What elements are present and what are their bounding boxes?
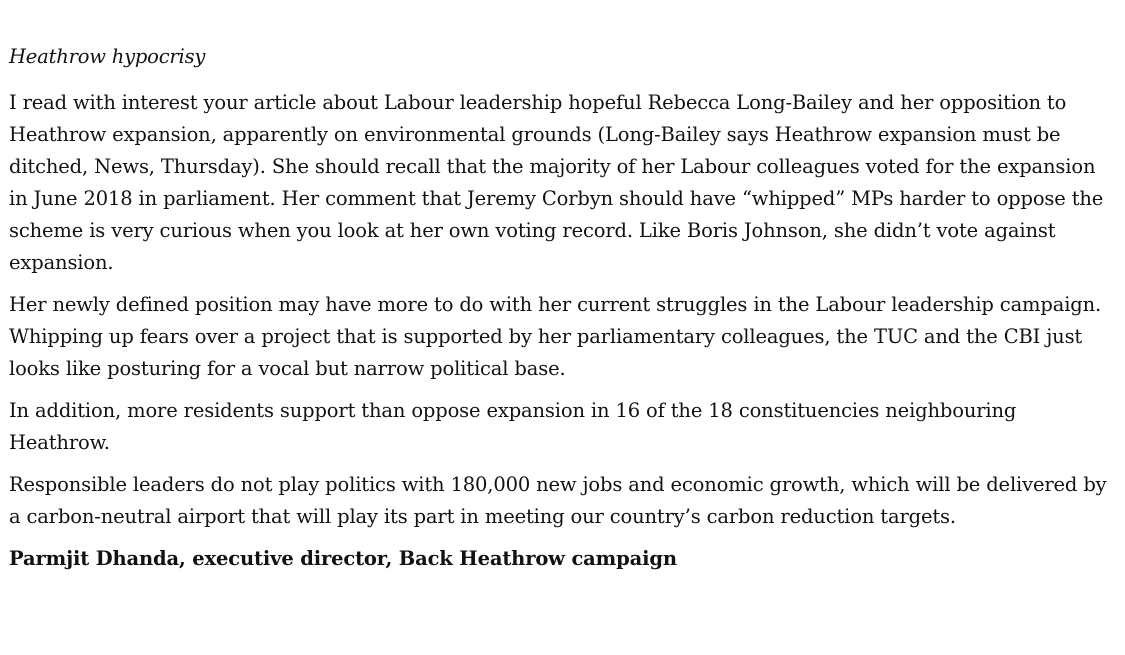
letter-headline: Heathrow hypocrisy	[9, 45, 206, 68]
letter-paragraph-4: Responsible leaders do not play politics with 180,000 new jobs and economic growth, which will be delivered by a carbon-neutral airport that will play its part in meeting our country’s carbon reduction targets.	[9, 473, 1107, 528]
letter-article	[9, 37, 1117, 575]
letter-signature: Parmjit Dhanda, executive director, Back Heathrow campaign	[9, 547, 677, 570]
letter-paragraph-3: In addition, more residents support than oppose expansion in 16 of the 18 constituencies neighbouring Heathrow.	[9, 399, 1017, 454]
letter-paragraph-1: I read with interest your article about Labour leadership hopeful Rebecca Long-Bailey and her opposition to Heathrow expansion, apparently on environmental grounds (Long-Bailey says Heathrow expansion must be ditched, News, Thursday). She should recall that the majority of her Labour colleagues voted for the expansion in June 2018 in parliament. Her comment that Jeremy Corbyn should have “whipped” MPs harder to oppose the scheme is very curious when you look at her own voting record. Like Boris Johnson, she didn’t vote against expansion.	[9, 91, 1104, 274]
letter-paragraph-2: Her newly defined position may have more to do with her current struggles in the Labour leadership campaign. Whipping up fears over a project that is supported by her parliamentary colleagues, the TUC and the CBI just looks like posturing for a vocal but narrow political base.	[9, 293, 1102, 380]
